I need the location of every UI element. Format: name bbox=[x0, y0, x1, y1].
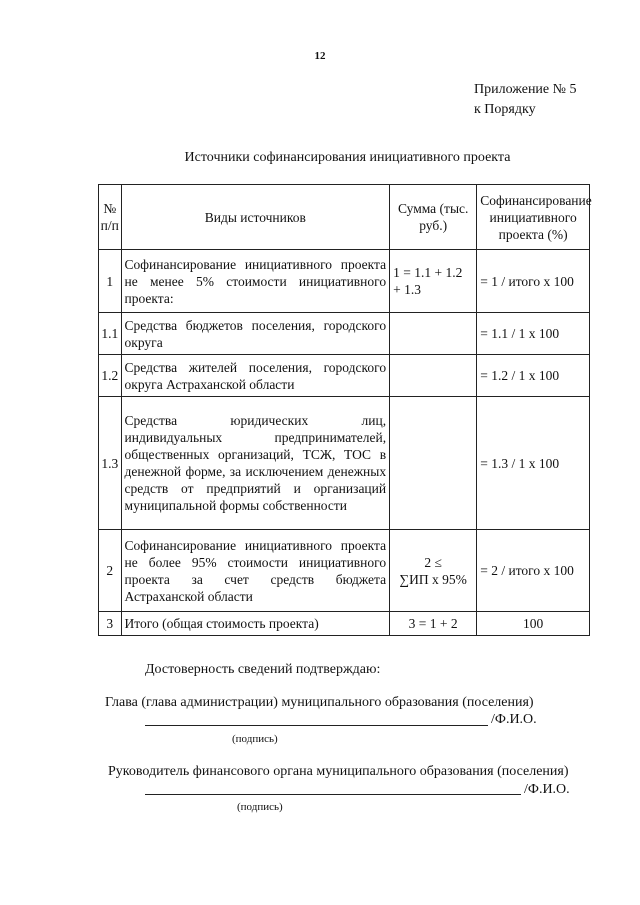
row-type: Средства бюджетов поселения, городского округа bbox=[121, 313, 390, 355]
row-sum: 1 = 1.1 + 1.2 + 1.3 bbox=[390, 250, 477, 313]
header-share: Софинансирование инициативного проекта (%) bbox=[477, 185, 590, 250]
row-sum bbox=[390, 530, 477, 612]
finance-signature-label: Руководитель финансового органа муниципального образования (поселения) bbox=[108, 764, 569, 779]
appendix-header bbox=[474, 80, 577, 120]
table-row bbox=[99, 313, 590, 355]
row-sum-line1: 2 ≤ bbox=[424, 554, 442, 570]
funding-sources-table bbox=[98, 184, 590, 636]
table-header-row bbox=[99, 185, 590, 250]
row-share: = 1.2 / 1 х 100 bbox=[477, 355, 590, 397]
head-signature-line bbox=[145, 711, 488, 726]
page-number: 12 bbox=[314, 50, 326, 62]
row-share: = 1.3 / 1 х 100 bbox=[477, 397, 590, 530]
row-num: 1.3 bbox=[99, 397, 122, 530]
header-sum: Сумма (тыс. руб.) bbox=[390, 185, 477, 250]
head-signature-label: Глава (глава администрации) муниципального образования (поселения) bbox=[105, 695, 534, 710]
row-type: Средства жителей поселения, городского округа Астраханской области bbox=[121, 355, 390, 397]
appendix-title: Приложение № 5 bbox=[474, 82, 577, 97]
document-title: Источники софинансирования инициативного проекта bbox=[184, 150, 511, 165]
row-num: 1.1 bbox=[99, 313, 122, 355]
finance-sign-caption: (подпись) bbox=[237, 801, 283, 813]
table-row bbox=[99, 397, 590, 530]
table-row bbox=[99, 612, 590, 636]
finance-fio-label: /Ф.И.О. bbox=[524, 782, 570, 797]
header-num: № п/п bbox=[99, 185, 122, 250]
row-type: Средства юридических лиц, индивидуальных предпринимателей, общественных организаций, ТСЖ, ТОС в денежной форме, за исключением денежных средств от предприятий и организаций муниципальной формы собственности bbox=[121, 397, 390, 530]
row-sum-line2: ∑ИП х 95% bbox=[399, 571, 467, 587]
table-row bbox=[99, 355, 590, 397]
row-sum bbox=[390, 313, 477, 355]
head-fio-label: /Ф.И.О. bbox=[491, 712, 537, 727]
row-num: 3 bbox=[99, 612, 122, 636]
row-share: 100 bbox=[477, 612, 590, 636]
row-num: 2 bbox=[99, 530, 122, 612]
row-sum bbox=[390, 397, 477, 530]
row-share: = 2 / итого х 100 bbox=[477, 530, 590, 612]
table-row bbox=[99, 250, 590, 313]
row-share: = 1.1 / 1 х 100 bbox=[477, 313, 590, 355]
appendix-subtitle: к Порядку bbox=[474, 102, 536, 117]
header-type: Виды источников bbox=[121, 185, 390, 250]
row-sum bbox=[390, 355, 477, 397]
row-sum: 3 = 1 + 2 bbox=[390, 612, 477, 636]
row-share: = 1 / итого х 100 bbox=[477, 250, 590, 313]
row-num: 1 bbox=[99, 250, 122, 313]
row-type: Софинансирование инициативного проекта не более 95% стоимости инициативного проекта за счет средств бюджета Астраханской области bbox=[121, 530, 390, 612]
row-num: 1.2 bbox=[99, 355, 122, 397]
confirmation-text: Достоверность сведений подтверждаю: bbox=[145, 662, 381, 677]
finance-signature-line bbox=[145, 780, 521, 795]
table-row bbox=[99, 530, 590, 612]
head-sign-caption: (подпись) bbox=[232, 733, 278, 745]
row-type: Итого (общая стоимость проекта) bbox=[121, 612, 390, 636]
row-type: Софинансирование инициативного проекта не менее 5% стоимости инициативного проекта: bbox=[121, 250, 390, 313]
